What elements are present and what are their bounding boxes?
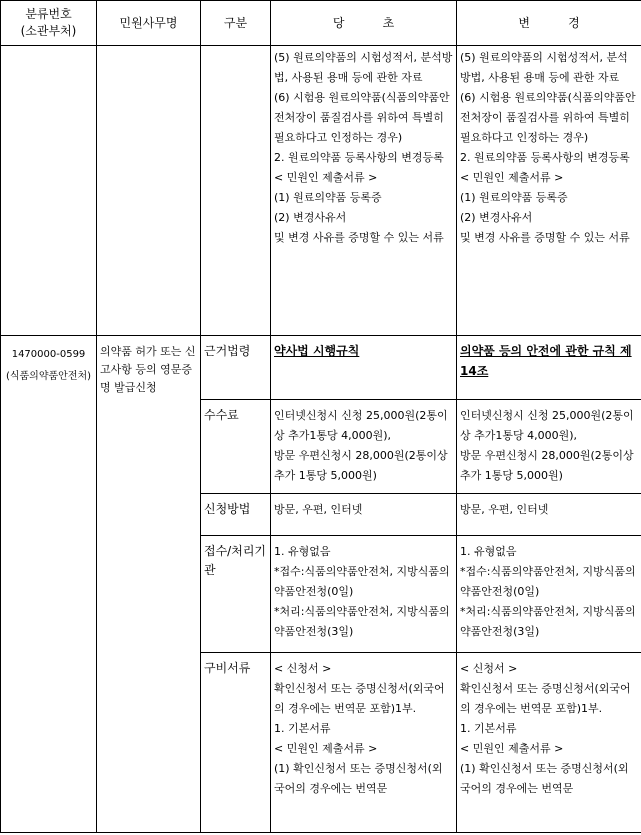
documents-before-cell: < 신청서 > 확인신청서 또는 증명신청서(외국어의 경우에는 번역문 포함)1부. 1. 기본서류 < 민원인 제출서류 > (1) 확인신청서 또는 증명신청서(외국어의 경우에는 번역문 [271,653,457,833]
continuation-gubun-cell [201,46,271,336]
law-before-cell [271,336,457,400]
header-code: 분류번호 (소관부처) [1,1,97,46]
gubun-documents: 구비서류 [201,653,271,833]
header-before: 당 초 [271,1,457,46]
gubun-method: 신청방법 [201,494,271,536]
header-after: 변 경 [457,1,641,46]
item-code-cell [1,336,97,833]
law-after: 의약품 등의 안전에 관한 규칙 제14조 [460,344,632,378]
fee-before-cell: 인터넷신청시 신청 25,000원(2통이상 추가1통당 4,000원), 방문 우편신청시 28,000원(2통이상 추가 1통당 5,000원) [271,400,457,494]
continuation-after-cell: (5) 원료의약품의 시험성적서, 분석방법, 사용된 용매 등에 관한 자료 (6) 시험용 원료의약품(식품의약품안전처장이 품질검사를 위하여 특별히 필요하다고 인정하는 경우) 2. 원료의약품 등록사항의 변경등록 < 민원인 제출서류 > (1) 원료의약품 등록증 (2) 변경사유서 및 변경 사유를 증명할 수 있는 서류 [457,46,641,336]
agency-after-cell: 1. 유형없음 *접수:식품의약품안전처, 지방식품의약품안전청(0일) *처리:식품의약품안전처, 지방식품의약품안전청(3일) [457,536,641,653]
header-name: 민원사무명 [97,1,201,46]
fee-after-cell: 인터넷신청시 신청 25,000원(2통이상 추가1통당 4,000원), 방문 우편신청시 28,000원(2통이상 추가 1통당 5,000원) [457,400,641,494]
continuation-name-cell [97,46,201,336]
header-gubun: 구분 [201,1,271,46]
table-header-row [1,1,641,46]
agency-before-cell: 1. 유형없음 *접수:식품의약품안전처, 지방식품의약품안전청(0일) *처리:식품의약품안전처, 지방식품의약품안전청(3일) [271,536,457,653]
item-department: (식품의약품안전처) [5,371,92,382]
continuation-row [1,46,641,336]
method-before-cell: 방문, 우편, 인터넷 [271,494,457,536]
continuation-code-cell [1,46,97,336]
documents-after-cell: < 신청서 > 확인신청서 또는 증명신청서(외국어의 경우에는 번역문 포함)1부. 1. 기본서류 < 민원인 제출서류 > (1) 확인신청서 또는 증명신청서(외국어의 경우에는 번역문 [457,653,641,833]
table-row [1,336,641,400]
gubun-fee: 수수료 [201,400,271,494]
item-name: 의약품 허가 또는 신고사항 등의 영문증명 발급신청 [100,345,196,394]
continuation-before-cell: (5) 원료의약품의 시험성적서, 분석방법, 사용된 용매 등에 관한 자료 (6) 시험용 원료의약품(식품의약품안전처장이 품질검사를 위하여 특별히 필요하다고 인정하는 경우) 2. 원료의약품 등록사항의 변경등록 < 민원인 제출서류 > (1) 원료의약품 등록증 (2) 변경사유서 및 변경 사유를 증명할 수 있는 서류 [271,46,457,336]
law-after-cell [457,336,641,400]
method-after-cell: 방문, 우편, 인터넷 [457,494,641,536]
law-before: 약사법 시행규칙 [274,344,360,358]
gubun-law: 근거법령 [201,336,271,400]
item-name-cell [97,336,201,833]
item-code: 1470000-0599 [11,349,86,360]
gubun-agency: 접수/처리기관 [201,536,271,653]
